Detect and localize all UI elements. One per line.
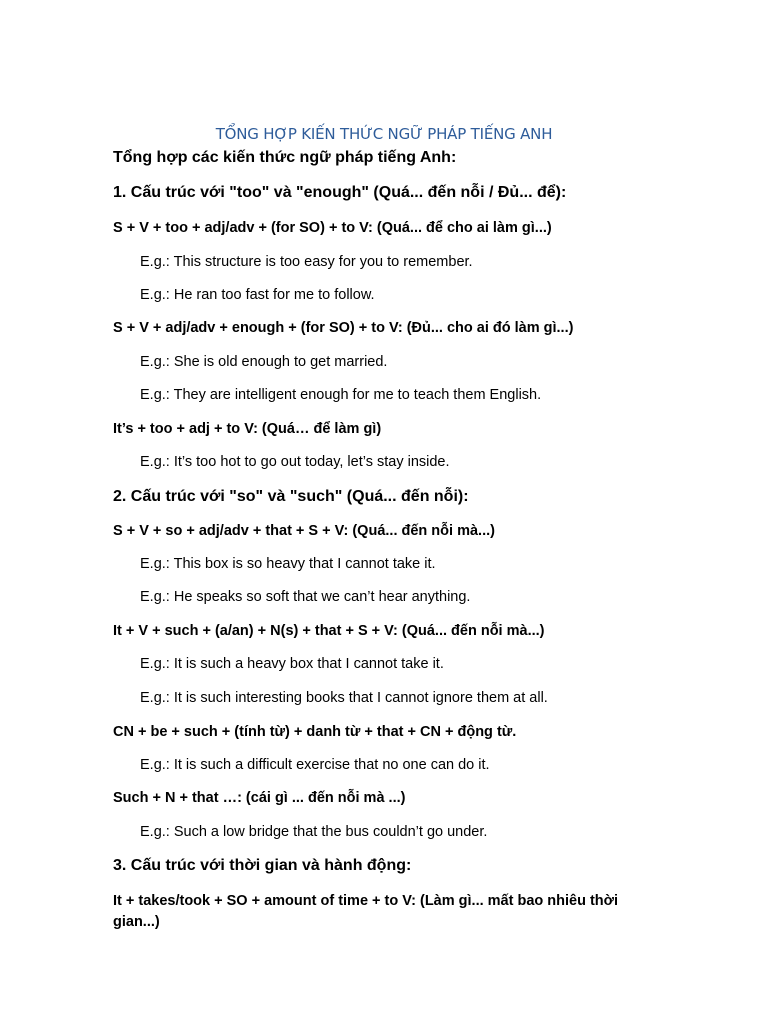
section-2-rule-3-example-1: E.g.: It is such a difficult exercise that no one can do it.: [140, 757, 490, 773]
section-2-heading: 2. Cấu trúc với "so" và "such" (Quá... đến nỗi):: [113, 488, 469, 505]
section-2-rule-2-formula: It + V + such + (a/an) + N(s) + that + S + V: (Quá... đến nỗi mà...): [113, 623, 545, 639]
section-1-rule-3-formula: It’s + too + adj + to V: (Quá… để làm gì): [113, 421, 382, 437]
section-1-rule-1-formula: S + V + too + adj/adv + (for SO) + to V: (Quá... để cho ai làm gì...): [113, 220, 552, 236]
section-2-rule-4-formula: Such + N + that …: (cái gì ... đến nỗi mà ...): [113, 790, 406, 806]
section-2-rule-1-formula: S + V + so + adj/adv + that + S + V: (Quá... đến nỗi mà...): [113, 523, 495, 539]
section-1-rule-2-example-2: E.g.: They are intelligent enough for me to teach them English.: [140, 387, 542, 403]
section-2-rule-2-example-2: E.g.: It is such interesting books that I cannot ignore them at all.: [140, 690, 548, 706]
section-1-rule-2-example-1: E.g.: She is old enough to get married.: [140, 354, 388, 370]
section-2-rule-1-example-2: E.g.: He speaks so soft that we can’t hear anything.: [140, 589, 471, 605]
section-3-heading: 3. Cấu trúc với thời gian và hành động:: [113, 857, 412, 874]
document-title: TỔNG HỢP KIẾN THỨC NGỮ PHÁP TIẾNG ANH: [215, 125, 553, 143]
section-1-rule-1-example-2: E.g.: He ran too fast for me to follow.: [140, 287, 375, 303]
section-3-rule-1-formula: It + takes/took + SO + amount of time + to V: (Làm gì... mất bao nhiêu thời gian...): [113, 893, 618, 930]
intro-text: Tổng hợp các kiến thức ngữ pháp tiếng Anh:: [113, 149, 457, 166]
section-2-rule-1-example-1: E.g.: This box is so heavy that I cannot take it.: [140, 556, 436, 572]
section-1-rule-1-example-1: E.g.: This structure is too easy for you to remember.: [140, 254, 473, 270]
section-2-rule-4-example-1: E.g.: Such a low bridge that the bus couldn’t go under.: [140, 824, 488, 840]
section-2-rule-3-formula: CN + be + such + (tính từ) + danh từ + that + CN + động từ.: [113, 724, 517, 740]
section-1-rule-2-formula: S + V + adj/adv + enough + (for SO) + to V: (Đủ... cho ai đó làm gì...): [113, 320, 574, 336]
section-1-rule-3-example-1: E.g.: It’s too hot to go out today, let’s stay inside.: [140, 454, 450, 470]
section-2-rule-2-example-1: E.g.: It is such a heavy box that I cannot take it.: [140, 656, 444, 672]
section-1-heading: 1. Cấu trúc với "too" và "enough" (Quá... đến nỗi / Đủ... để):: [113, 184, 567, 201]
